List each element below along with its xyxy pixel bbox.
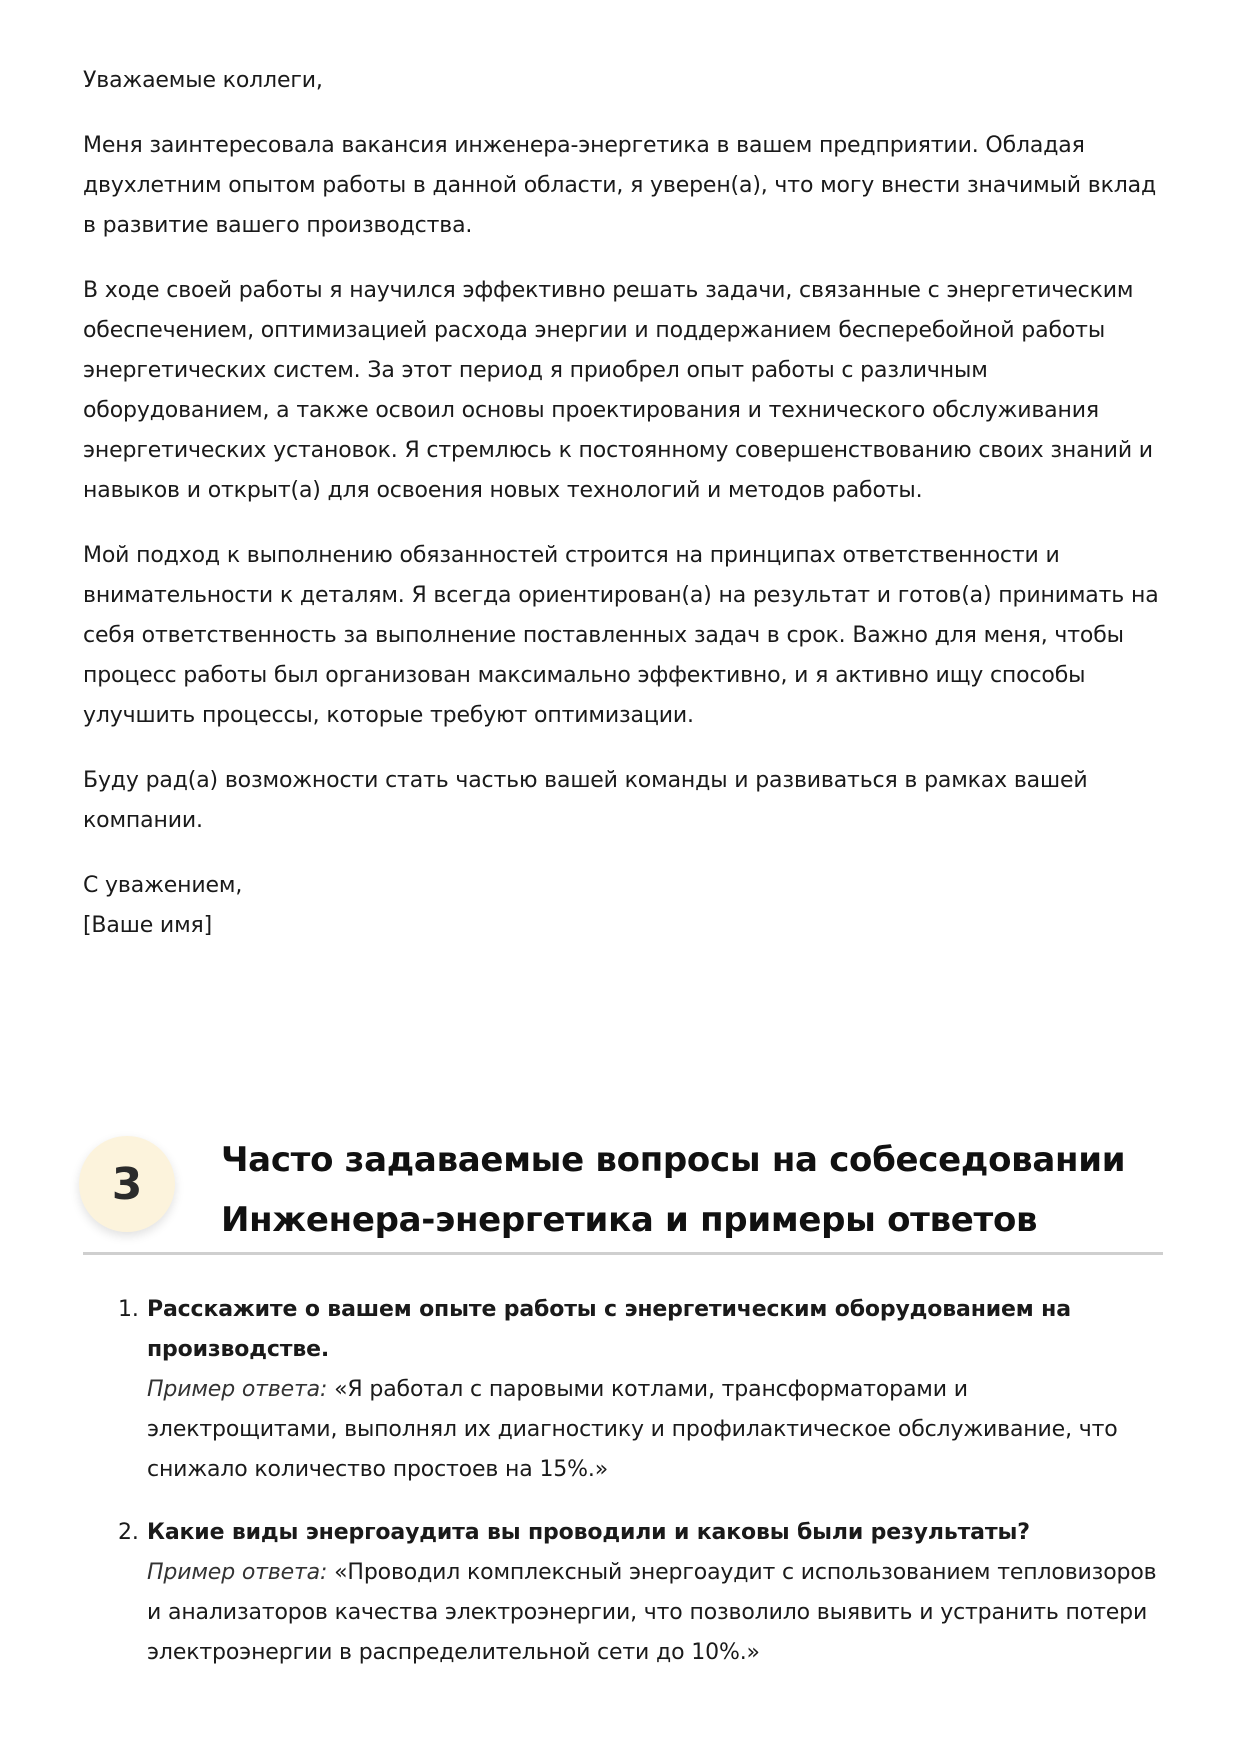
faq-question: Расскажите о вашем опыте работы с энергетическим оборудованием на производстве.: [147, 1297, 1071, 1362]
letter-paragraph: Мой подход к выполнению обязанностей строится на принципах ответственности и внимательности к деталям. Я всегда ориентирован(а) на результат и готов(а) принимать на себя ответственность за выполнение поставленных задач в срок. Важно для меня, чтобы процесс работы был организован максимально эффективно, и я активно ищу способы улучшить процессы, которые требуют оптимизации.: [83, 543, 1159, 728]
faq-item: [83, 1513, 1163, 1673]
letter-greeting: Уважаемые коллеги,: [83, 68, 323, 93]
faq-answer-label: Пример ответа:: [147, 1560, 335, 1585]
faq-answer: «Я работал с паровыми котлами, трансформаторами и электрощитами, выполнял их диагностику и профилактическое обслуживание, что снижало количество простоев на 15%.»: [147, 1377, 1118, 1482]
letter-closing: С уважением,: [83, 873, 243, 898]
letter-paragraph: Буду рад(а) возможности стать частью вашей команды и развиваться в рамках вашей компании.: [83, 768, 1088, 833]
letter-paragraph: В ходе своей работы я научился эффективно решать задачи, связанные с энергетическим обеспечением, оптимизацией расхода энергии и поддержанием бесперебойной работы энергетических систем. За этот период я приобрел опыт работы с различным оборудованием, а также освоил основы проектирования и технического обслуживания энергетических установок. Я стремлюсь к постоянному совершенствованию своих знаний и навыков и открыт(а) для освоения новых технологий и методов работы.: [83, 278, 1153, 503]
section-number: 3: [111, 1158, 143, 1210]
faq-item: [83, 1290, 1163, 1490]
section-number-badge: [79, 1136, 175, 1232]
faq-item-number: 1.: [118, 1297, 139, 1322]
section-title: Часто задаваемые вопросы на собеседовании Инженера-энергетика и примеры ответов: [221, 1140, 1126, 1240]
faq-question: Какие виды энергоаудита вы проводили и каковы были результаты?: [147, 1520, 1030, 1545]
letter-signoff: [83, 866, 1163, 946]
faq-answer-label: Пример ответа:: [147, 1377, 335, 1402]
faq-item-number: 2.: [118, 1520, 139, 1545]
section-header: [83, 1120, 1163, 1255]
faq-list: [83, 1290, 1163, 1696]
faq-answer: «Проводил комплексный энергоаудит с использованием тепловизоров и анализаторов качества электроэнергии, что позволило выявить и устранить потери электроэнергии в распределительной сети до 10%.»: [147, 1560, 1157, 1665]
letter-paragraph: Меня заинтересовала вакансия инженера-энергетика в вашем предприятии. Обладая двухлетним опытом работы в данной области, я уверен(а), что могу внести значимый вклад в развитие вашего производства.: [83, 133, 1157, 238]
letter-signature: [Ваше имя]: [83, 913, 213, 938]
